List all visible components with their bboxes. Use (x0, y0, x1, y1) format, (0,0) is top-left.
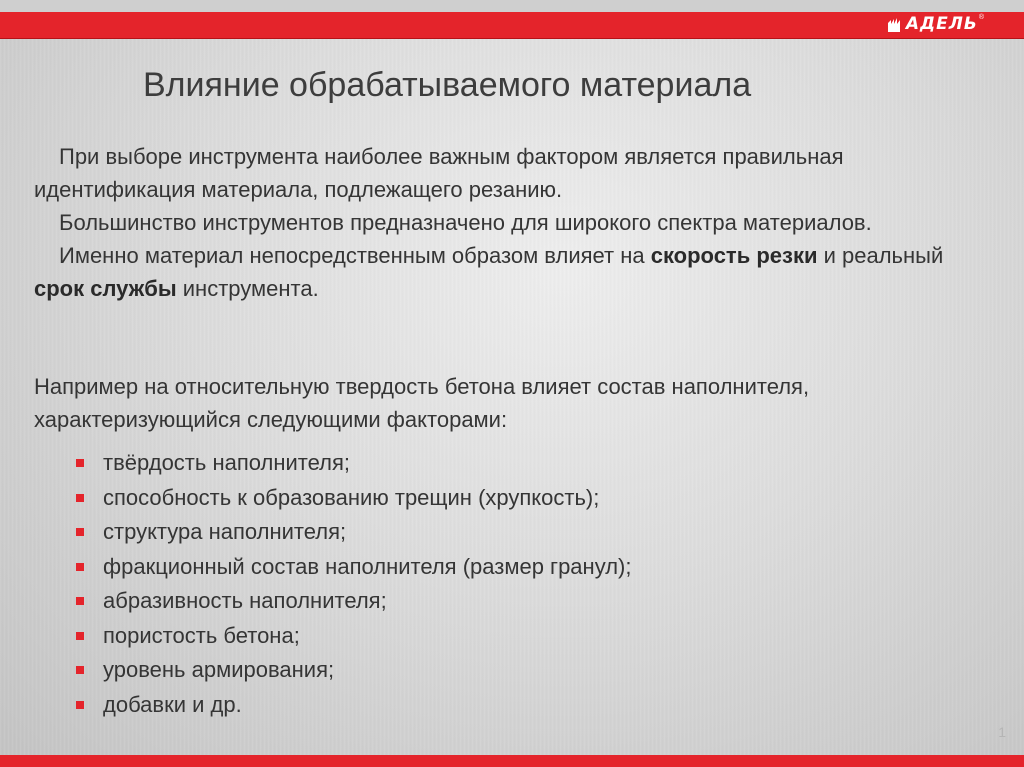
list-item (76, 653, 631, 688)
paragraph-3-part-1: Именно материал непосредственным образом влияет на (59, 243, 651, 268)
paragraph-2: Большинство инструментов предназначено для широкого спектра материалов. (59, 210, 872, 235)
bullet-marker (76, 563, 84, 571)
intro-text (34, 140, 974, 305)
bullet-marker (76, 701, 84, 709)
list-item-text: твёрдость наполнителя; (103, 450, 350, 475)
cutting-speed-emphasis: скорость резки (650, 243, 818, 268)
list-item-text: абразивность наполнителя; (103, 588, 387, 613)
example-text: Например на относительную твердость бетона влияет состав наполнителя, характеризующийся следующими факторами: (34, 374, 810, 432)
footer-red-bar (0, 755, 1024, 767)
list-item (76, 446, 631, 481)
list-item (76, 584, 631, 619)
list-item (76, 619, 631, 654)
list-item-text: пористость бетона; (103, 622, 300, 648)
service-life-emphasis: срок службы (34, 276, 177, 301)
list-item (76, 481, 631, 516)
registered-mark: ® (978, 14, 984, 21)
header-red-bar (0, 12, 1024, 39)
top-strip (0, 0, 1024, 12)
logo-text: АДЕЛЬ (905, 14, 978, 34)
list-item-text: фракционный состав наполнителя (размер гранул); (103, 553, 632, 579)
list-item (76, 515, 631, 550)
bullet-marker (76, 528, 84, 536)
bullet-marker (76, 597, 84, 605)
slide-title: Влияние обрабатываемого материала (143, 66, 752, 104)
list-item-text: добавки и др. (103, 691, 242, 717)
list-item (76, 550, 631, 585)
paragraph-3-part-2: и реальный (817, 243, 944, 268)
bullet-marker (76, 666, 84, 674)
brand-logo (887, 13, 984, 35)
factors-list (76, 446, 631, 722)
bullet-marker (76, 494, 84, 502)
list-item (76, 688, 631, 723)
page-number: 1 (998, 724, 1006, 740)
bullet-marker (76, 632, 84, 640)
paragraph-3-part-3: инструмента. (176, 276, 319, 301)
paragraph-1: При выборе инструмента наиболее важным фактором является правильная идентификация материала, подлежащего резанию. (34, 144, 844, 202)
paragraph-3 (34, 239, 974, 305)
list-item-text: способность к образованию трещин (хрупкость); (103, 484, 600, 510)
list-item-text: структура наполнителя; (103, 519, 347, 544)
bullet-marker (76, 459, 84, 467)
saw-blade-icon (887, 15, 903, 33)
list-item-text: уровень армирования; (103, 657, 335, 682)
